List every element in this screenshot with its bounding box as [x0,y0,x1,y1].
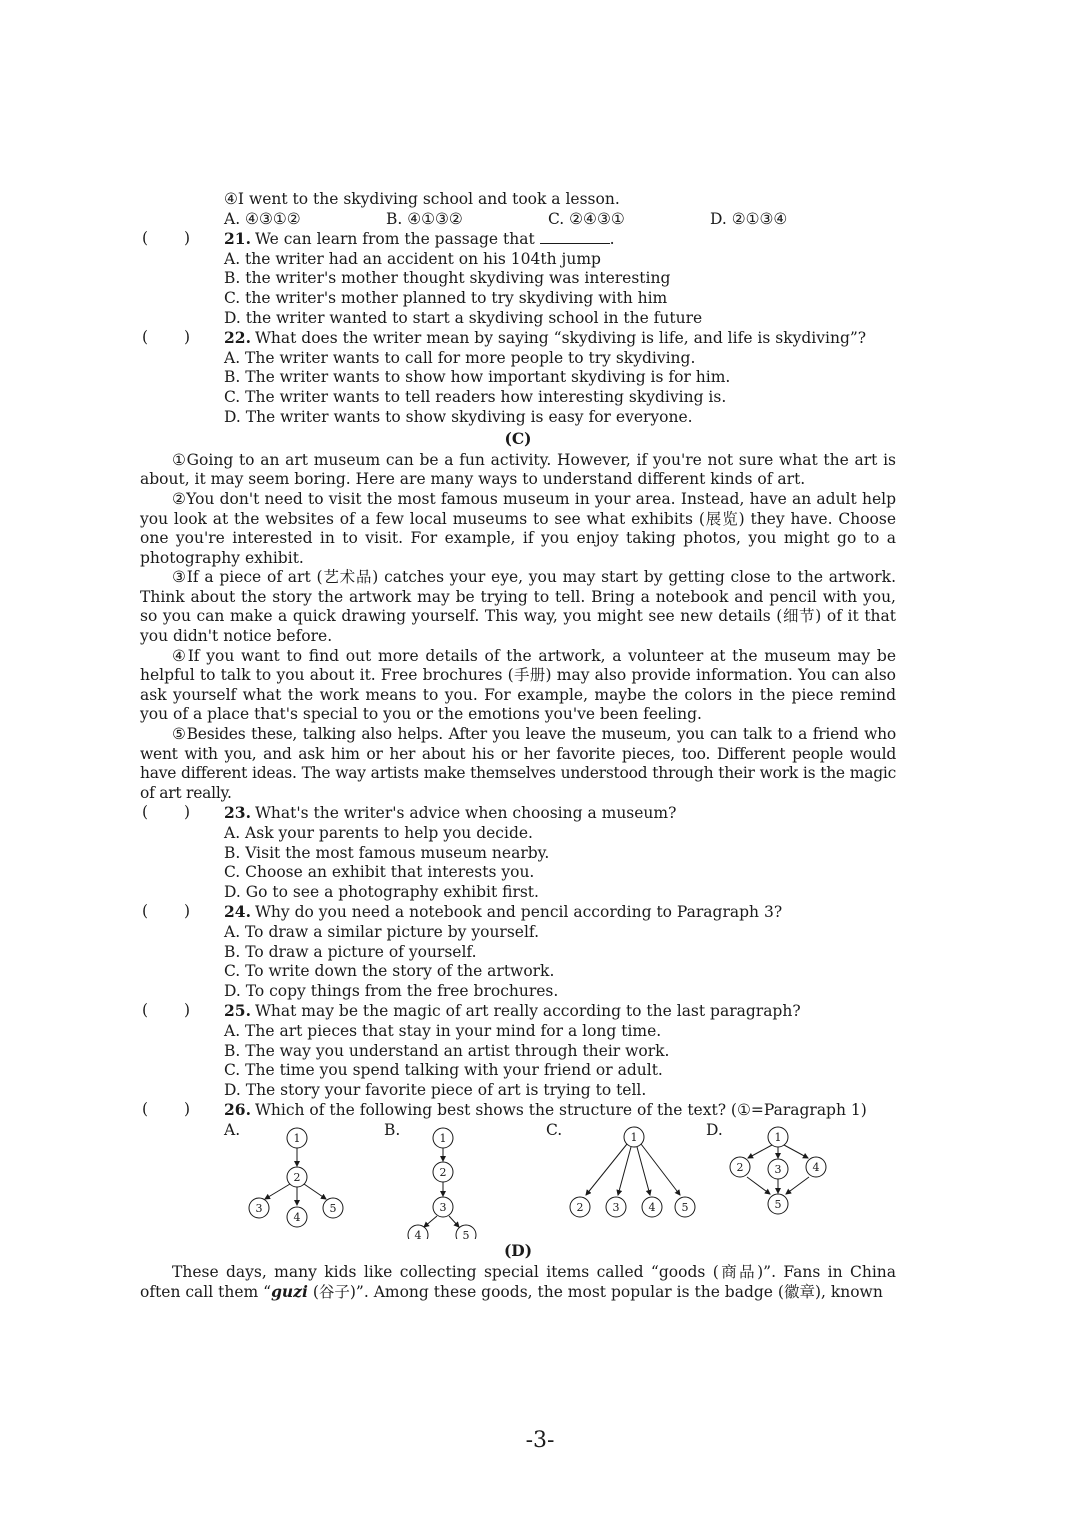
node-label: 1 [293,1131,301,1145]
option-a: A. ④③①② [224,209,301,228]
node-label: 2 [736,1160,744,1174]
paragraph-5: ⑤Besides these, talking also helps. After you leave the museum, you can talk to a friend who went with you, and ask him or her about his or her favorite pieces, too. Different people would have different ideas. The way artists make themselves understood through their work is the magic of art really. [140,725,896,802]
question-24 [140,902,896,923]
node-label: 3 [439,1200,447,1214]
q24-option-b: B. To draw a picture of yourself. [224,942,477,961]
node-label: 5 [774,1197,782,1211]
answer-bracket-close: ) [184,1100,191,1119]
option-b: B. ④①③② [386,209,463,228]
q23-option-b: B. Visit the most famous museum nearby. [224,843,550,862]
diagram-label-b: B. [384,1120,401,1139]
node-label: 2 [293,1170,301,1184]
paragraph-4: ④If you want to find out more details of the artwork, a volunteer at the museum may be helpful to talk to you about it. Free brochures (手册) may also provide information. You can also ask yourself what the work means to you. For example, maybe the colors in the piece remind you of a place that's special to you or the emotions you've been feeling. [140,646,896,724]
q24-option-d: D. To copy things from the free brochures. [224,981,559,1000]
question-number: 23. [224,803,251,823]
question-stem: We can learn from the passage that [254,230,535,249]
para-italic: guzi [271,1282,308,1302]
diagram-label-d: D. [706,1120,723,1139]
question-stem: What's the writer's advice when choosing a museum? [254,804,677,823]
para-text: (谷子)”. Among these goods, the most popular is the badge (徽章), known [307,1283,883,1302]
node-label: 4 [812,1160,820,1174]
q24-option-c: C. To write down the story of the artwork. [224,962,555,981]
answer-bracket-close: ) [184,229,191,248]
exam-page [140,190,896,1303]
question-stem: Which of the following best shows the structure of the text? (①=Paragraph 1) [254,1101,867,1120]
q21-option-c: C. the writer's mother planned to try skydiving with him [224,288,668,307]
node-label: 4 [293,1210,301,1224]
question-number: 22. [224,328,251,348]
answer-bracket-close: ) [184,803,191,822]
option-c: C. ②④③① [548,209,625,228]
section-d-title: (D) [503,1240,533,1260]
q24-option-a: A. To draw a similar picture by yourself. [224,922,540,941]
structure-diagrams [140,1121,896,1239]
q23-option-c: C. Choose an exhibit that interests you. [224,863,535,882]
q25-option-a: A. The art pieces that stay in your mind for a long time. [224,1021,662,1040]
answer-bracket-close: ) [184,1001,191,1020]
question-23 [140,803,896,824]
question-stem: What may be the magic of art really according to the last paragraph? [254,1002,801,1021]
paragraph-3: ③If a piece of art (艺术品) catches your eye, you may start by getting close to the artwork. Think about the story the artwork may be trying to tell. Bring a notebook and pencil with you, so you can make a quick drawing yourself. This way, you might see new details (细节) of it that you didn't notice before. [140,568,896,646]
question-22 [140,328,896,349]
q25-option-b: B. The way you understand an artist through their work. [224,1041,670,1060]
q22-option-b: B. The writer wants to show how important skydiving is for him. [224,368,731,387]
q23-option-a: A. Ask your parents to help you decide. [224,824,533,842]
paragraph-2: ②You don't need to visit the most famous museum in your area. Instead, have an adult help you look at the websites of a few local museums to see what exhibits (展览) they have. Choose one you're interested in to visit. For example, if you enjoy taking photos, you might go to a photography exhibit. [140,489,896,567]
q25-option-d: D. The story your favorite piece of art is trying to tell. [224,1080,647,1099]
section-c-title: (C) [504,429,532,449]
node-label: 1 [439,1131,447,1145]
section-d-paragraph [140,1263,896,1303]
answer-bracket-open[interactable]: ( [142,1001,149,1020]
answer-bracket-open[interactable]: ( [142,229,149,248]
node-label: 3 [255,1201,263,1215]
question-number: 26. [224,1100,251,1120]
question-number: 21. [224,229,251,249]
paragraph-1: ①Going to an art museum can be a fun activity. However, if you're not sure what the art is about, it may seem boring. Here are many ways to understand different kinds of art. [140,450,896,489]
option-d: D. ②①③④ [710,209,788,228]
node-label: 3 [774,1162,782,1176]
para-text: These days, many kids like collecting special items called “goods (商品)”. Fans in China often call them “ [140,1262,896,1302]
q22-option-d: D. The writer wants to show skydiving is easy for everyone. [224,407,693,426]
diagram-label-a: A. [224,1120,241,1139]
question-26 [140,1100,896,1121]
fill-blank[interactable] [540,229,610,244]
q22-option-a: A. The writer wants to call for more people to try skydiving. [224,348,696,367]
question-stem: Why do you need a notebook and pencil according to Paragraph 3? [254,903,783,922]
node-label: 2 [576,1200,584,1214]
node-label: 5 [681,1200,689,1214]
page-number: -3- [525,1428,555,1453]
question-number: 24. [224,902,251,922]
node-label: 4 [414,1228,422,1239]
structure-diagram-svg [140,1121,896,1239]
answer-bracket-open[interactable]: ( [142,1100,149,1119]
q21-option-a: A. the writer had an accident on his 104th jump [224,249,601,268]
q25-option-c: C. The time you spend talking with your friend or adult. [224,1061,663,1080]
q21-option-d: D. the writer wanted to start a skydiving school in the future [224,308,703,327]
answer-bracket-open[interactable]: ( [142,902,149,921]
answer-bracket-open[interactable]: ( [142,803,149,822]
q23-option-d: D. Go to see a photography exhibit first. [224,882,539,901]
q22-option-c: C. The writer wants to tell readers how interesting skydiving is. [224,387,727,406]
q21-option-b: B. the writer's mother thought skydiving was interesting [224,269,671,288]
question-21 [140,229,896,250]
answer-bracket-open[interactable]: ( [142,328,149,347]
node-label: 2 [439,1165,447,1179]
answer-bracket-close: ) [184,328,191,347]
diagram-c [586,1144,680,1195]
node-label: 3 [612,1200,620,1214]
question-number: 25. [224,1001,251,1021]
diagram-label-c: C. [546,1120,563,1139]
node-label: 5 [329,1201,337,1215]
node-label: 5 [462,1228,470,1239]
node-label: 1 [630,1130,638,1144]
option-line: ④I went to the skydiving school and took a lesson. [224,190,620,208]
question-end: . [609,230,615,249]
question-stem: What does the writer mean by saying “skydiving is life, and life is skydiving”? [254,329,867,348]
question-25 [140,1001,896,1022]
node-label: 1 [774,1130,782,1144]
node-label: 4 [648,1200,656,1214]
order-options [140,210,896,230]
answer-bracket-close: ) [184,902,191,921]
